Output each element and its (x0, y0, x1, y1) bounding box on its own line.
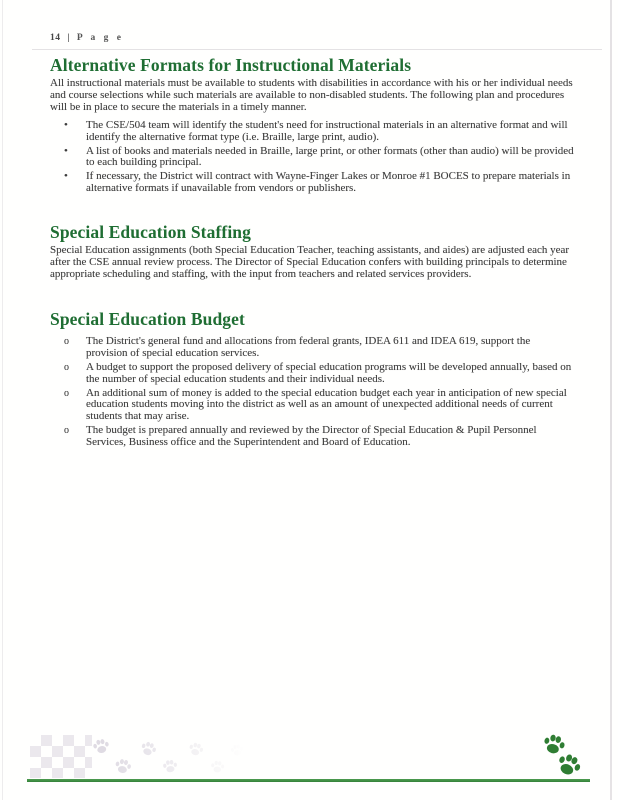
section-heading: Alternative Formats for Instructional Materials (50, 55, 412, 75)
bullet-marker: • (64, 170, 68, 183)
page-word: P a g e (76, 33, 124, 43)
section-intro: Special Education assignments (both Special Education Teacher, teaching assistants, and aides) are adjusted each year after the CSE annual review process. The Director of Special Education confers with building principals to determine appropriate scheduling and staffing, with the input from teachers and related services providers. (50, 244, 570, 280)
page-number-header (50, 33, 574, 43)
paw-watermark-icon (113, 756, 134, 777)
paw-watermark-icon (90, 735, 111, 756)
section-special-education-staffing (50, 221, 574, 281)
paw-watermark-icon (138, 738, 159, 759)
section-heading: Special Education Budget (50, 308, 245, 329)
list-item (50, 425, 574, 449)
footer-watermark (30, 735, 245, 778)
scan-edge-left (2, 0, 3, 800)
bullet-text: A list of books and materials needed in Braille, large print, or other formats (other than audio) will be provided to each building principal. (86, 144, 574, 169)
list-item (50, 388, 574, 424)
bullet-list (50, 120, 574, 195)
scan-edge-right (610, 0, 612, 800)
section-alternative-formats (50, 54, 574, 195)
bullet-text: An additional sum of money is added to the special education budget each year in anticipation of new special education students moving into the district as well as an amount of unexpected additional needs of current students that may arise. (86, 386, 567, 423)
list-item (50, 171, 574, 195)
footer-rule-line (27, 779, 590, 782)
bullet-marker: • (64, 118, 68, 131)
page-content (50, 33, 574, 451)
bullet-list (50, 336, 574, 449)
bullet-marker: o (64, 425, 69, 437)
section-special-education-budget (50, 308, 574, 449)
bullet-text: The budget is prepared annually and reviewed by the Director of Special Education & Pupil Personnel Services, Business office and the Superintendent and Board of Education. (86, 424, 537, 449)
bullet-marker: o (64, 387, 69, 399)
watermark-checker (30, 735, 92, 778)
bullet-text: A budget to support the proposed delivery of special education programs will be developed annually, based on the number of special education students and their individual needs. (86, 360, 572, 385)
paw-watermark-icon (186, 739, 205, 758)
paw-watermark-icon (229, 742, 245, 758)
paw-watermark-icon (209, 758, 225, 774)
page-number-separator: | (67, 33, 70, 43)
paw-watermark-icon (161, 757, 179, 775)
bullet-marker: o (64, 361, 69, 373)
page-number: 14 (50, 33, 61, 43)
list-item (50, 362, 574, 386)
bullet-text: If necessary, the District will contract with Wayne-Finger Lakes or Monroe #1 BOCES to prepare materials in alternative formats if unavailable from vendors or publishers. (86, 170, 571, 195)
bullet-text: The District's general fund and allocations from federal grants, IDEA 611 and IDEA 619, support the provision of special education services. (86, 334, 531, 359)
bullet-text: The CSE/504 team will identify the student's need for instructional materials in an alternative format and will identify the alternative format type (i.e. Braille, large print, audio). (86, 118, 568, 143)
section-intro: All instructional materials must be available to students with disabilities in accordance with his or her individual needs and course selections while such materials are available to non-disabled students. The following plan and procedures will be in place to secure the materials in a timely manner. (50, 77, 573, 113)
section-heading: Special Education Staffing (50, 222, 251, 243)
list-item (50, 120, 574, 144)
list-item (50, 146, 574, 170)
list-item (50, 336, 574, 360)
bullet-marker: o (64, 335, 69, 347)
bullet-marker: • (64, 144, 68, 157)
